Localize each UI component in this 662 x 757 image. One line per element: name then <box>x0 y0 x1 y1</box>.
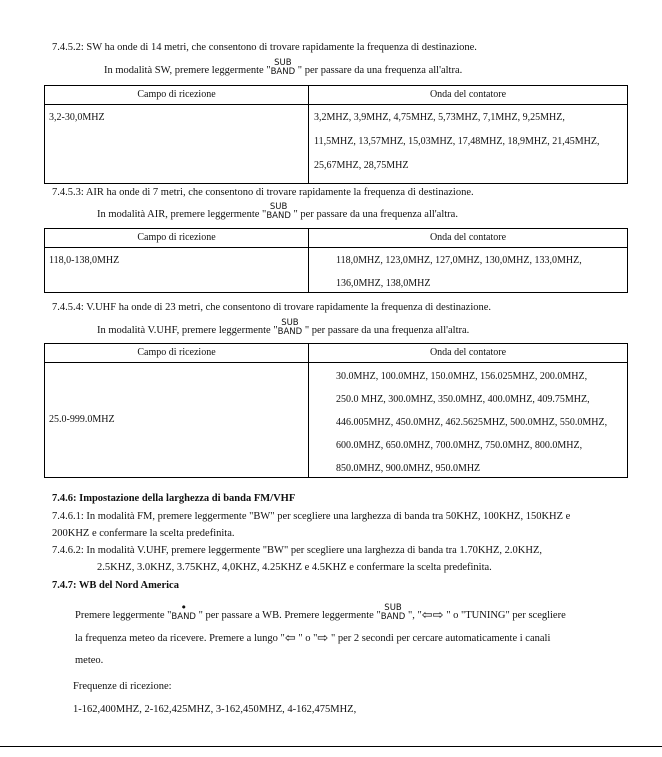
sub-band-key <box>266 202 291 221</box>
key-label: BAND <box>270 67 296 77</box>
range-cell <box>45 248 309 293</box>
sec-7462-line2: 2.5KHZ, 3.0KHZ, 3.75KHZ, 4,0KHZ, 4.25KHZ e 4.5KHZ e confermare la scelta predefinita. <box>97 562 492 573</box>
page-bottom-rule <box>0 746 662 747</box>
text-fragment: " per 2 secondi per cercare automaticamente i canali <box>328 633 551 644</box>
table-header-wave: Onda del contatore <box>309 344 628 363</box>
key-label: BAND <box>380 612 406 622</box>
text-fragment: ", " <box>405 610 422 621</box>
freq-list: 1-162,400MHZ, 2-162,425MHZ, 3-162,450MHZ, 4-162,475MHZ, <box>73 704 357 715</box>
range-value: 25.0-999.0MHZ <box>49 414 115 425</box>
freq-line: 25,67MHZ, 28,75MHZ <box>314 160 409 171</box>
key-sup-label: SUB <box>281 318 299 328</box>
left-right-arrows-icon: ⇦⇨ <box>421 608 444 623</box>
range-cell <box>45 105 309 184</box>
freq-label: Frequenze di ricezione: <box>73 681 172 692</box>
band-key <box>171 601 196 622</box>
freq-cell <box>309 363 628 478</box>
instruction-text-post: " per passare da una frequenza all'altra. <box>295 65 463 76</box>
text-fragment: Premere leggermente " <box>75 610 172 621</box>
sec-746-heading: 7.4.6: Impostazione della larghezza di banda FM/VHF <box>52 493 296 504</box>
key-label: BAND <box>277 327 303 337</box>
key-sup-label: SUB <box>274 58 292 68</box>
table-header-wave: Onda del contatore <box>309 86 628 105</box>
sec-753-title: 7.4.5.3: AIR ha onde di 7 metri, che consentono di trovare rapidamente la frequenza di destinazione. <box>52 187 474 198</box>
sec-7462-line1: 7.4.6.2: In modalità V.UHF, premere leggermente "BW" per scegliere una larghezza di banda tra 1.70KHZ, 2.0KHZ, <box>52 545 542 556</box>
vuhf-frequency-table <box>44 343 628 478</box>
sec-7461-line2: 200KHZ e confermare la scelta predefinita. <box>52 528 235 539</box>
key-dot: • <box>180 601 187 614</box>
instruction-text-pre: In modalità AIR, premere leggermente " <box>97 209 267 220</box>
freq-cell <box>309 248 628 293</box>
sec-752-instruction <box>104 58 463 77</box>
sec-747-line3: meteo. <box>75 655 104 666</box>
freq-line: 600.0MHZ, 650.0MHZ, 700.0MHZ, 750.0MHZ, 800.0MHZ, <box>336 440 583 451</box>
sub-band-key <box>380 603 406 622</box>
instruction-text-pre: In modalità V.UHF, premere leggermente " <box>97 325 278 336</box>
range-value: 3,2-30,0MHZ <box>49 112 105 123</box>
freq-line: 118,0MHZ, 123,0MHZ, 127,0MHZ, 130,0MHZ, 133,0MHZ, <box>336 255 582 266</box>
instruction-text-post: " per passare da una frequenza all'altra. <box>302 325 470 336</box>
sw-frequency-table <box>44 85 628 184</box>
freq-line: 136,0MHZ, 138,0MHZ <box>336 278 431 289</box>
freq-line: 850.0MHZ, 900.0MHZ, 950.0MHZ <box>336 463 481 474</box>
freq-line: 30.0MHZ, 100.0MHZ, 150.0MHZ, 156.025MHZ, 200.0MHZ, <box>336 371 588 382</box>
table-header-range: Campo di ricezione <box>45 86 309 105</box>
left-arrow-icon: ⇦ <box>284 631 296 646</box>
key-label: BAND <box>171 612 196 622</box>
freq-line: 3,2MHZ, 3,9MHZ, 4,75MHZ, 5,73MHZ, 7,1MHZ, 9,25MHZ, <box>314 112 565 123</box>
freq-cell <box>309 105 628 184</box>
instruction-text-post: " per passare da una frequenza all'altra. <box>290 209 458 220</box>
sec-753-instruction <box>97 202 458 221</box>
text-fragment: " per passare a WB. Premere leggermente " <box>195 610 381 621</box>
freq-line: 446.005MHZ, 450.0MHZ, 462.5625MHZ, 500.0MHZ, 550.0MHZ, <box>336 417 608 428</box>
sec-754-title: 7.4.5.4: V.UHF ha onde di 23 metri, che consentono di trovare rapidamente la frequenza di destinazione. <box>52 302 492 313</box>
range-value: 118,0-138,0MHZ <box>49 255 120 266</box>
text-fragment: la frequenza meteo da ricevere. Premere a lungo " <box>75 633 285 644</box>
table-header-range: Campo di ricezione <box>45 229 309 248</box>
sec-754-instruction <box>97 318 470 337</box>
sec-747-line1 <box>75 601 566 623</box>
instruction-text-pre: In modalità SW, premere leggermente " <box>104 65 271 76</box>
sec-7461-line1: 7.4.6.1: In modalità FM, premere leggermente "BW" per scegliere una larghezza di banda tra 50KHZ, 100KHZ, 150KHZ e <box>52 511 571 522</box>
table-header-wave: Onda del contatore <box>309 229 628 248</box>
text-fragment: " o "TUNING" per scegliere <box>443 610 566 621</box>
text-fragment: " o " <box>295 633 318 644</box>
freq-line: 250.0 MHZ, 300.0MHZ, 350.0MHZ, 400.0MHZ, 409.75MHZ, <box>336 394 590 405</box>
sec-747-line2 <box>75 631 550 646</box>
freq-line: 11,5MHZ, 13,57MHZ, 15,03MHZ, 17,48MHZ, 18,9MHZ, 21,45MHZ, <box>314 136 600 147</box>
sec-747-heading: 7.4.7: WB del Nord America <box>52 580 179 591</box>
key-sup-label: SUB <box>384 603 402 613</box>
sub-band-key <box>270 58 296 77</box>
right-arrow-icon: ⇨ <box>317 631 329 646</box>
key-sup-label: SUB <box>269 202 288 212</box>
key-label: BAND <box>266 211 291 221</box>
sub-band-key <box>277 318 303 337</box>
range-cell <box>45 363 309 478</box>
table-header-range: Campo di ricezione <box>45 344 309 363</box>
sec-752-title: 7.4.5.2: SW ha onde di 14 metri, che consentono di trovare rapidamente la frequenza di destinazione. <box>52 42 477 53</box>
air-frequency-table <box>44 228 628 293</box>
